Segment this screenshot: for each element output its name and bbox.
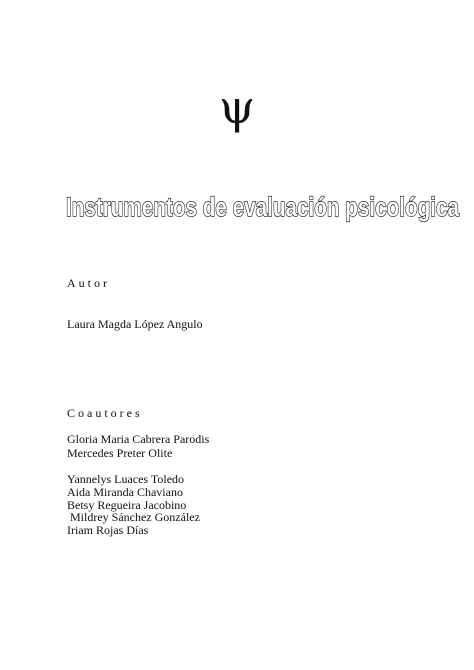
document-title (66, 188, 466, 224)
author-heading: Autor (67, 276, 110, 290)
document-title-text: Instrumentos de evaluación psicológica (66, 192, 460, 222)
coauthor-name: Gloria Maria Cabrera Parodis (67, 432, 210, 446)
author-name: Laura Magda López Angulo (67, 317, 203, 331)
coauthor-name: Yannelys Luaces Toledo (67, 472, 185, 486)
coauthor-name: Aida Miranda Chaviano (67, 485, 183, 499)
psi-symbol: ψ (218, 80, 256, 134)
coauthor-name: Mercedes Preter Olite (67, 446, 173, 460)
coauthor-name: Iriam Rojas Días (67, 523, 149, 537)
coauthors-heading: Coautores (67, 406, 143, 420)
coauthor-name: Mildrey Sánchez González (67, 510, 200, 524)
coauthor-name: Betsy Regueira Jacobino (67, 498, 187, 512)
